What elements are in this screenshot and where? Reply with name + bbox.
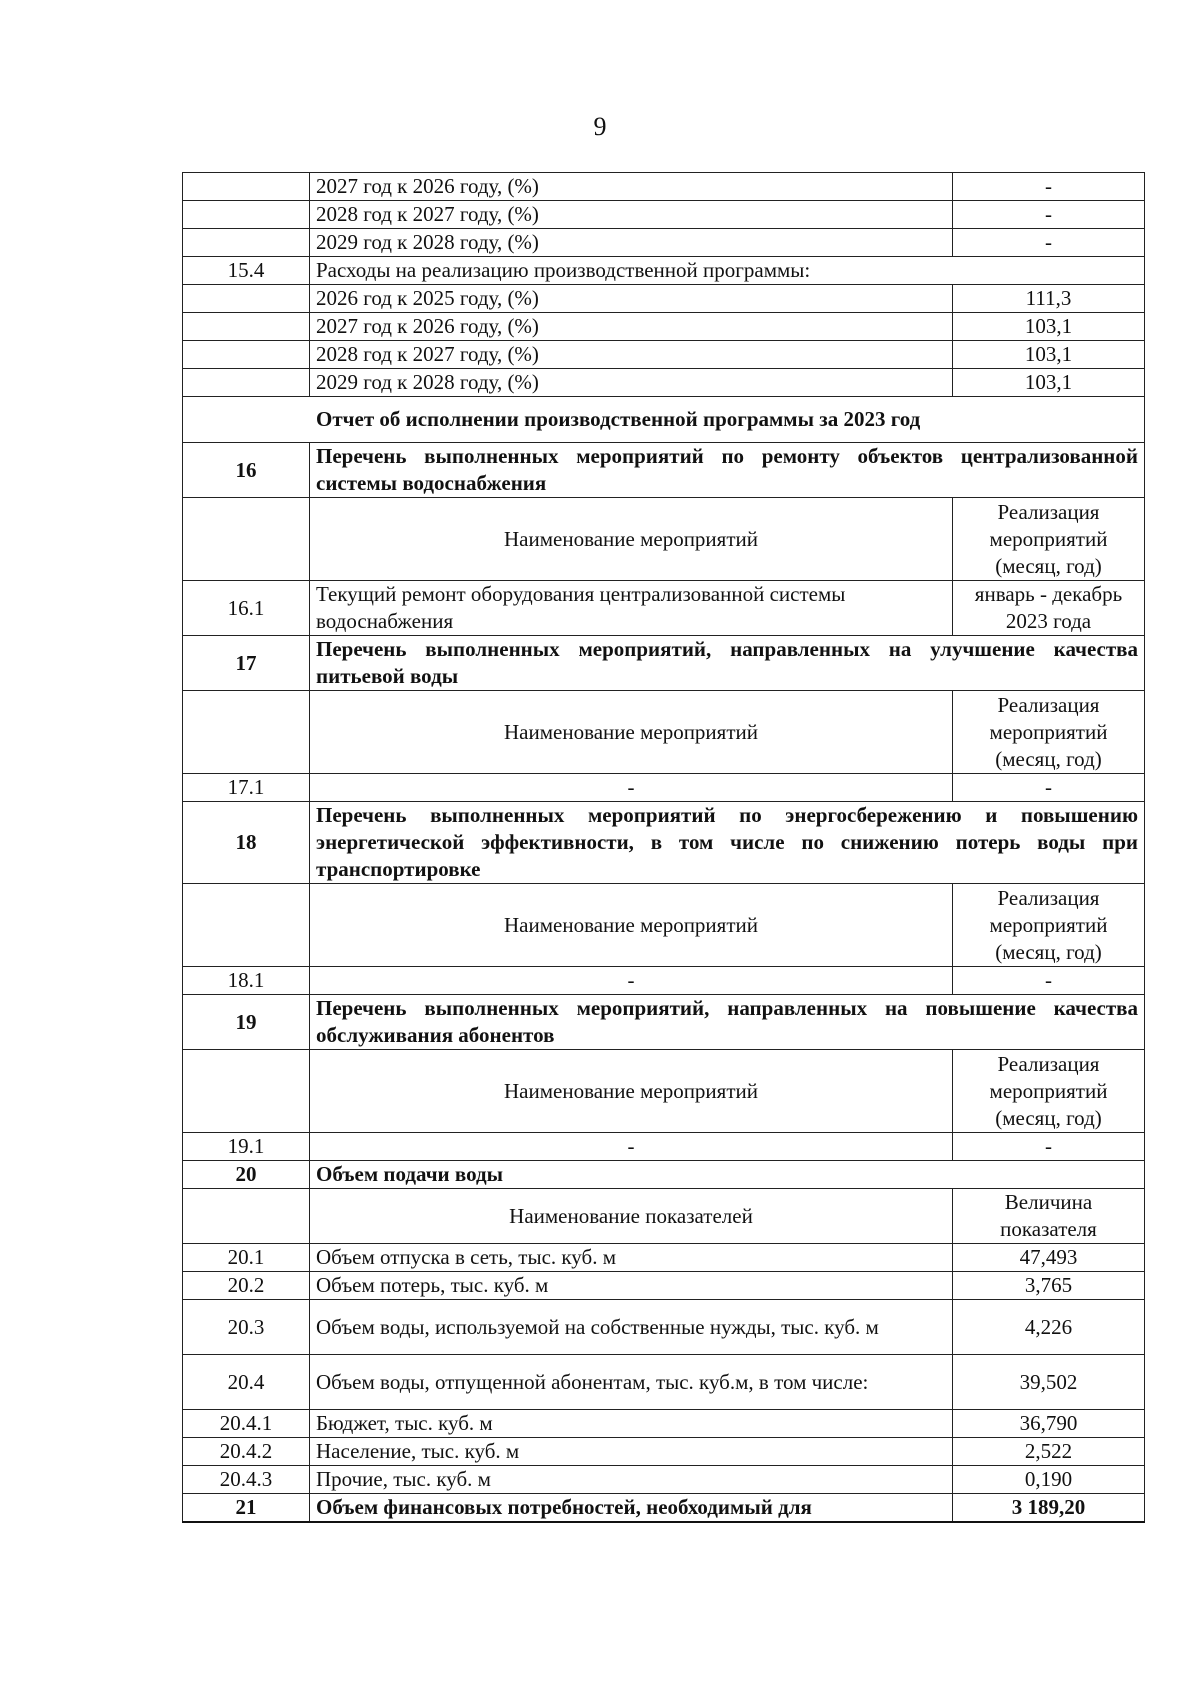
row-number: 20.1: [183, 1244, 310, 1272]
table-row: [183, 581, 1145, 636]
table-row: [183, 229, 1145, 257]
row-name: Население, тыс. куб. м: [310, 1438, 953, 1466]
section-row: [183, 443, 1145, 498]
header-empty: [183, 1189, 310, 1244]
row-name: -: [310, 967, 953, 995]
table-row: [183, 774, 1145, 802]
table-row: [183, 1272, 1145, 1300]
column-header-name: Наименование мероприятий: [310, 884, 953, 967]
row-value: 2,522: [953, 1438, 1145, 1466]
row-number: 20.3: [183, 1300, 310, 1355]
row-value: -: [953, 774, 1145, 802]
table-row: [183, 1466, 1145, 1494]
row-name: Объем финансовых потребностей, необходимый для: [310, 1494, 953, 1523]
section-title: Перечень выполненных мероприятий, направленных на повышение качества обслуживания абонентов: [310, 995, 1145, 1050]
table-row: [183, 201, 1145, 229]
section-row: [183, 636, 1145, 691]
row-number: 20.4: [183, 1355, 310, 1410]
table-row: [183, 257, 1145, 285]
row-number: 20.2: [183, 1272, 310, 1300]
column-header-row: [183, 884, 1145, 967]
row-number: [183, 285, 310, 313]
row-value: -: [953, 173, 1145, 201]
table-row: [183, 1438, 1145, 1466]
column-header-name: Наименование мероприятий: [310, 691, 953, 774]
row-name: Объем воды, отпущенной абонентам, тыс. куб.м, в том числе:: [310, 1355, 953, 1410]
row-name: 2028 год к 2027 году, (%): [310, 201, 953, 229]
row-number: [183, 313, 310, 341]
row-number: [183, 341, 310, 369]
row-value: 47,493: [953, 1244, 1145, 1272]
header-empty: [183, 498, 310, 581]
section-row: [183, 995, 1145, 1050]
table-row: [183, 1410, 1145, 1438]
row-value: 39,502: [953, 1355, 1145, 1410]
row-number: [183, 173, 310, 201]
section-title: Перечень выполненных мероприятий по энергосбережению и повышению энергетической эффективности, в том числе по снижению потерь воды при транспортировке: [310, 802, 1145, 884]
row-value: -: [953, 229, 1145, 257]
row-number: 20.4.2: [183, 1438, 310, 1466]
section-number: 16: [183, 443, 310, 498]
row-value: 4,226: [953, 1300, 1145, 1355]
table-row: [183, 313, 1145, 341]
report-title-row: [183, 397, 1145, 443]
table-row: [183, 967, 1145, 995]
column-header-name: Наименование показателей: [310, 1189, 953, 1244]
section-row: [183, 802, 1145, 884]
row-number: 20.4.3: [183, 1466, 310, 1494]
table-row: [183, 369, 1145, 397]
row-number: [183, 229, 310, 257]
row-number: 16.1: [183, 581, 310, 636]
row-name: 2027 год к 2026 году, (%): [310, 173, 953, 201]
header-empty: [183, 884, 310, 967]
row-value: -: [953, 201, 1145, 229]
row-value: -: [953, 967, 1145, 995]
section-number: 20: [183, 1161, 310, 1189]
row-name: 2029 год к 2028 году, (%): [310, 369, 953, 397]
row-number: 15.4: [183, 257, 310, 285]
table-row: [183, 341, 1145, 369]
column-header-value: Реализация мероприятий (месяц, год): [953, 691, 1145, 774]
row-value: 3 189,20: [953, 1494, 1145, 1523]
row-value: 103,1: [953, 341, 1145, 369]
header-empty: [183, 691, 310, 774]
row-name: 2028 год к 2027 году, (%): [310, 341, 953, 369]
column-header-row: [183, 498, 1145, 581]
row-name: -: [310, 774, 953, 802]
section-number: 18: [183, 802, 310, 884]
table-row: [183, 1133, 1145, 1161]
report-title: Отчет об исполнении производственной программы за 2023 год: [183, 397, 1145, 443]
row-name: Бюджет, тыс. куб. м: [310, 1410, 953, 1438]
row-value: 103,1: [953, 369, 1145, 397]
table-row: [183, 173, 1145, 201]
section-title: Объем подачи воды: [310, 1161, 1145, 1189]
row-number: 18.1: [183, 967, 310, 995]
row-number: 21: [183, 1494, 310, 1523]
program-table: [182, 172, 1145, 1523]
row-number: 20.4.1: [183, 1410, 310, 1438]
page-number: 9: [593, 112, 607, 141]
row-number: 17.1: [183, 774, 310, 802]
column-header-value: Величина показателя: [953, 1189, 1145, 1244]
row-value: 111,3: [953, 285, 1145, 313]
section-number: 17: [183, 636, 310, 691]
column-header-value: Реализация мероприятий (месяц, год): [953, 884, 1145, 967]
table-row: [183, 1355, 1145, 1410]
row-name: Объем отпуска в сеть, тыс. куб. м: [310, 1244, 953, 1272]
row-name: 2026 год к 2025 году, (%): [310, 285, 953, 313]
row-name: 2029 год к 2028 году, (%): [310, 229, 953, 257]
section-number: 19: [183, 995, 310, 1050]
column-header-name: Наименование мероприятий: [310, 498, 953, 581]
row-name: Расходы на реализацию производственной программы:: [310, 257, 1145, 285]
section-row: [183, 1161, 1145, 1189]
column-header-value: Реализация мероприятий (месяц, год): [953, 1050, 1145, 1133]
column-header-name: Наименование мероприятий: [310, 1050, 953, 1133]
row-number: [183, 201, 310, 229]
section-title: Перечень выполненных мероприятий, направленных на улучшение качества питьевой воды: [310, 636, 1145, 691]
column-header-row: [183, 691, 1145, 774]
table-row: [183, 285, 1145, 313]
table-row: [183, 1244, 1145, 1272]
header-empty: [183, 1050, 310, 1133]
column-header-row: [183, 1050, 1145, 1133]
row-value: 36,790: [953, 1410, 1145, 1438]
row-name: -: [310, 1133, 953, 1161]
row-name: Объем потерь, тыс. куб. м: [310, 1272, 953, 1300]
column-header-row: [183, 1189, 1145, 1244]
row-value: 3,765: [953, 1272, 1145, 1300]
table-row: [183, 1494, 1145, 1523]
table-row: [183, 1300, 1145, 1355]
row-number: 19.1: [183, 1133, 310, 1161]
row-value: -: [953, 1133, 1145, 1161]
row-value: 103,1: [953, 313, 1145, 341]
row-name: Объем воды, используемой на собственные нужды, тыс. куб. м: [310, 1300, 953, 1355]
section-title: Перечень выполненных мероприятий по ремонту объектов централизованной системы водоснабжения: [310, 443, 1145, 498]
row-value: 0,190: [953, 1466, 1145, 1494]
row-value: январь - декабрь 2023 года: [953, 581, 1145, 636]
column-header-value: Реализация мероприятий (месяц, год): [953, 498, 1145, 581]
row-name: Прочие, тыс. куб. м: [310, 1466, 953, 1494]
row-number: [183, 369, 310, 397]
row-name: 2027 год к 2026 году, (%): [310, 313, 953, 341]
row-name: Текущий ремонт оборудования централизованной системы водоснабжения: [310, 581, 953, 636]
